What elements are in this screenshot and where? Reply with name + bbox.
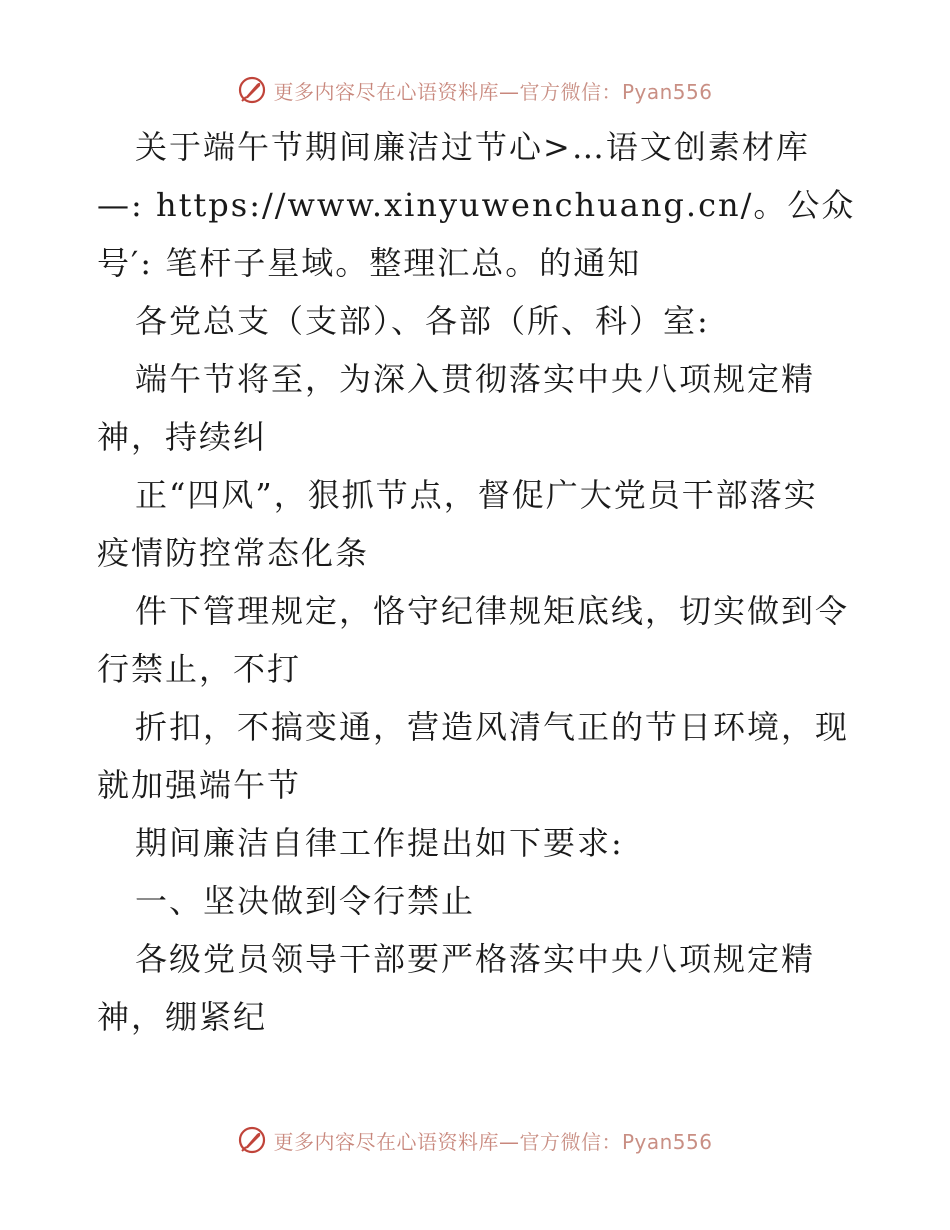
paragraph-line: 神，持续纠 (97, 418, 268, 456)
paragraph-line: 正“四风”，狠抓节点，督促广大党员干部落实 (135, 476, 818, 514)
header-banner-text (273, 76, 712, 105)
document-addressee: 各党总支（支部）、各部（所、科）室: (135, 302, 710, 340)
quill-logo-icon (237, 75, 267, 105)
paragraph-line: 行禁止，不打 (97, 650, 302, 688)
quill-logo-icon (237, 1125, 267, 1155)
document-title-line-1: 关于端午节期间廉洁过节心>…语文创素材库 (135, 128, 810, 166)
paragraph-line: 折扣，不搞变通，营造风清气正的节日环境，现 (135, 708, 850, 746)
footer-banner-separator: — (498, 1129, 520, 1154)
paragraph-line: 期间廉洁自律工作提出如下要求: (135, 824, 624, 862)
footer-banner (0, 1120, 950, 1160)
document-body (97, 118, 877, 1046)
document-title-line-3: 号′: 笔杆子星域。整理汇总。的通知 (97, 244, 642, 282)
header-banner-separator: — (498, 79, 520, 104)
paragraph-line: 端午节将至，为深入贯彻落实中央八项规定精 (135, 360, 816, 398)
paragraph-line: 件下管理规定，恪守纪律规矩底线，切实做到令 (135, 592, 850, 630)
paragraph-line: 就加强端午节 (97, 766, 302, 804)
footer-banner-text (273, 1126, 712, 1155)
header-banner-contact: 官方微信：Pyan556 (519, 79, 713, 104)
paragraph-line: 神，绷紧纪 (97, 998, 268, 1036)
footer-banner-title: 更多内容尽在心语资料库 (273, 1129, 499, 1154)
section-heading: 一、坚决做到令行禁止 (135, 882, 476, 920)
header-banner-title: 更多内容尽在心语资料库 (273, 79, 499, 104)
document-title-line-2: —: https://www.xinyuwenchuang.cn/。公众 (97, 186, 856, 224)
footer-banner-contact: 官方微信：Pyan556 (519, 1129, 713, 1154)
paragraph-line: 各级党员领导干部要严格落实中央八项规定精 (135, 940, 816, 978)
paragraph-line: 疫情防控常态化条 (97, 534, 370, 572)
header-banner (0, 70, 950, 110)
